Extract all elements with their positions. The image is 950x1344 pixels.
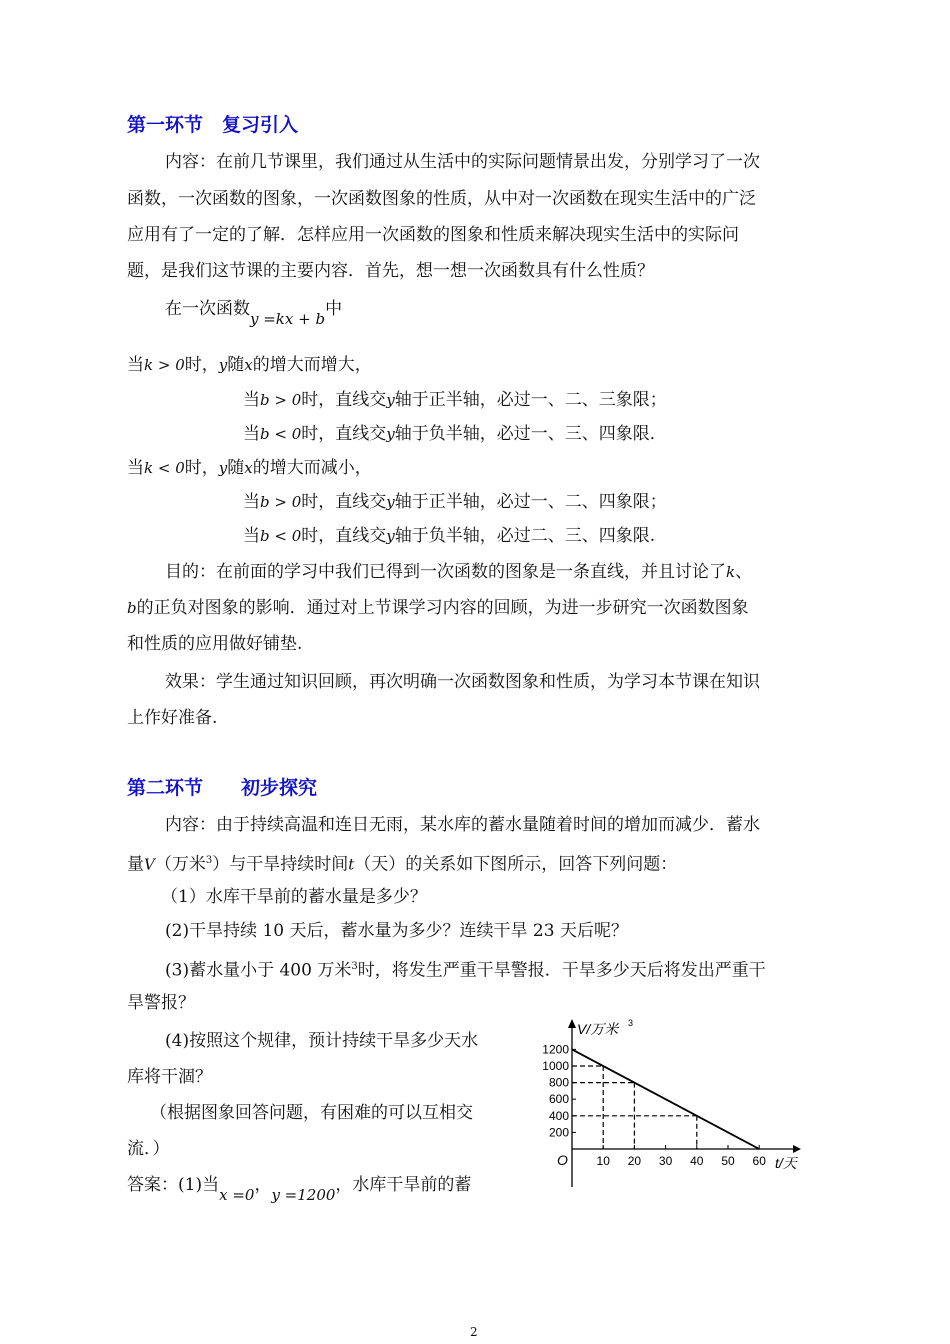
rule-k-pos-b-pos: 当b > 0时，直线交y轴于正半轴，必过一、二、三象限；: [243, 390, 667, 410]
rule-k-pos-b-neg: 当b < 0时，直线交y轴于负半轴，必过一、三、四象限．: [243, 424, 667, 444]
y-tick-label: 800: [548, 1075, 569, 1090]
y-tick-label: 1000: [542, 1059, 569, 1073]
question-3-line-2: 旱警报？: [127, 993, 195, 1013]
effect-line-2: 上作好准备.: [127, 708, 218, 728]
x-tick-label: 10: [596, 1154, 610, 1168]
content-line-2: 量V（万米$^3$）与干旱持续时间t（天）的关系如下图所示，回答下列问题：: [127, 854, 678, 875]
y-tick-label: 200: [548, 1125, 569, 1140]
reservoir-chart: [525, 1012, 825, 1192]
origin-label: O: [557, 1152, 568, 1168]
para-1-line-1: 内容：在前几节课里，我们通过从生活中的实际问题情景出发，分别学习了一次: [165, 152, 760, 172]
series-line: [572, 1049, 759, 1149]
y-tick-label: 400: [548, 1108, 569, 1123]
note-line-1: （根据图象回答问题，有困难的可以互相交: [150, 1103, 473, 1123]
note-line-2: 流．）: [127, 1139, 170, 1159]
section-2-title: 第二环节 初步探究: [127, 777, 318, 799]
content-line-1: 内容：由于持续高温和连日无雨，某水库的蓄水量随着时间的增加而减少．蓄水: [165, 815, 760, 835]
x-axis-arrow: [793, 1145, 801, 1153]
x-tick-label: 50: [721, 1154, 735, 1168]
rule-k-neg-b-pos: 当b > 0时，直线交y轴于正半轴，必过一、二、四象限；: [243, 492, 667, 512]
effect-line-1: 效果：学生通过知识回顾，再次明确一次函数图象和性质，为学习本节课在知识: [165, 672, 760, 692]
x-tick-label: 60: [752, 1154, 766, 1168]
question-4-line-2: 库将干涸？: [127, 1067, 212, 1087]
x-tick-label: 40: [690, 1154, 704, 1168]
para-1-line-4: 题，是我们这节课的主要内容．首先，想一想一次函数具有什么性质？: [127, 261, 654, 281]
purpose-line-1: 目的：在前面的学习中我们已得到一次函数的图象是一条直线，并且讨论了k、: [165, 562, 753, 582]
y-axis-label-exponent: 3: [628, 1018, 634, 1028]
rule-k-neg-b-neg: 当b < 0时，直线交y轴于负半轴，必过二、三、四象限.: [243, 526, 656, 546]
y-axis-label: V/万米: [577, 1021, 619, 1037]
x-tick-label: 20: [627, 1154, 642, 1168]
page-number: 2: [470, 1325, 478, 1339]
x-axis-label: t/天: [775, 1155, 797, 1171]
question-4-line-1: (4)按照这个规律，预计持续干旱多少天水: [165, 1031, 479, 1051]
x-tick-label: 30: [658, 1154, 673, 1168]
para-1-line-3: 应用有了一定的了解．怎样应用一次函数的图象和性质来解决现实生活中的实际问: [127, 225, 739, 245]
section-1-title: 第一环节 复习引入: [127, 114, 299, 136]
purpose-line-3: 和性质的应用做好铺垫.: [127, 634, 303, 654]
answer-line-1: 答案：(1)当x =0，y =1200，水库干旱前的蓄: [127, 1175, 472, 1204]
y-tick-label: 600: [548, 1092, 569, 1107]
rule-k-negative: 当k < 0时，y随x的增大而减小，: [127, 458, 372, 478]
purpose-line-2: b的正负对图象的影响．通过对上节课学习内容的回顾，为进一步研究一次函数图象: [127, 598, 749, 618]
function-formula: y =kx + b: [250, 310, 326, 328]
y-axis-arrow: [568, 1019, 576, 1028]
question-1: （1）水库干旱前的蓄水量是多少？: [161, 887, 427, 907]
question-3-line-1: (3)蓄水量小于 400 万米$^3$时，将发生严重干旱警报．干旱多少天后将发出严重干: [165, 960, 766, 981]
y-tick-label: 1200: [542, 1042, 569, 1057]
function-intro: 在一次函数y =kx + b中: [165, 299, 343, 328]
question-2: (2)干旱持续 10 天后，蓄水量为多少？连续干旱 23 天后呢？: [165, 921, 628, 941]
rule-k-positive: 当k > 0时，y随x的增大而增大，: [127, 355, 372, 375]
para-1-line-2: 函数，一次函数的图象，一次函数图象的性质，从中对一次函数在现实生活中的广泛: [127, 189, 756, 209]
